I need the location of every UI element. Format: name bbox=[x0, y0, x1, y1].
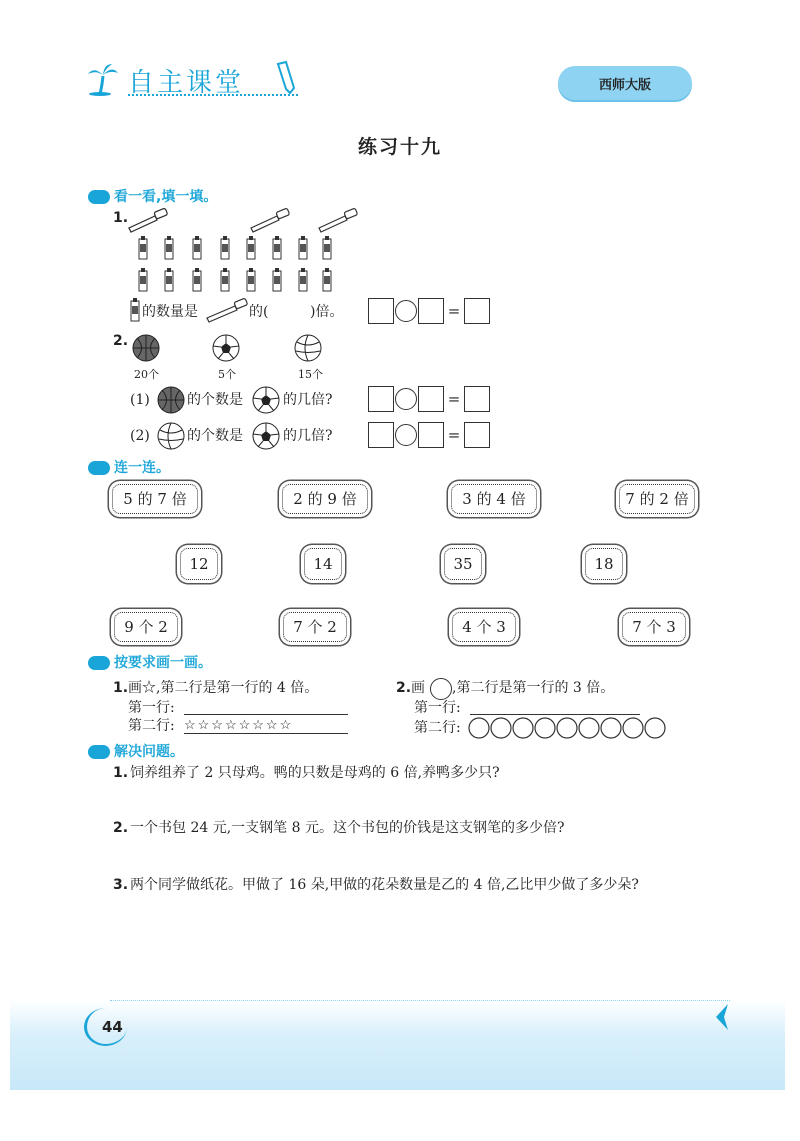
section-1-badge bbox=[88, 190, 110, 204]
basketball-icon bbox=[156, 385, 186, 415]
header bbox=[80, 58, 720, 102]
volleyball-icon bbox=[295, 335, 321, 361]
match-card-number[interactable]: 18 bbox=[585, 548, 623, 580]
section-3-badge bbox=[88, 656, 110, 670]
q2-sub2-text-b: 的几倍? bbox=[283, 428, 333, 444]
section-4-badge bbox=[88, 745, 110, 759]
s3-q1-row2-line bbox=[184, 733, 348, 734]
match-card-number[interactable]: 12 bbox=[180, 548, 218, 580]
toothbrush-icon bbox=[205, 298, 249, 324]
circle-icon bbox=[513, 718, 533, 738]
circle-icon bbox=[535, 718, 555, 738]
q2-sub1-label: (1) bbox=[130, 392, 150, 408]
s3-q2-number: 2. bbox=[396, 680, 412, 696]
s3-q2-row1-label: 第一行: bbox=[414, 700, 461, 716]
footer-dotted-line bbox=[110, 1000, 730, 1001]
answer-box[interactable] bbox=[418, 386, 444, 412]
chevron-left-icon[interactable] bbox=[712, 1002, 732, 1032]
circle-icon bbox=[645, 718, 665, 738]
s4-q2-text: 一个书包 24 元,一支钢笔 8 元。这个书包的价钱是这支钢笔的多少倍? bbox=[130, 820, 565, 836]
circle-shape-icon bbox=[430, 678, 452, 700]
soccer-ball-icon bbox=[213, 335, 239, 361]
section-1-title: 看一看,填一填。 bbox=[114, 189, 218, 205]
operator-circle[interactable] bbox=[395, 424, 417, 446]
toothpaste-icon bbox=[130, 298, 140, 322]
soccer-ball-icon bbox=[251, 385, 281, 415]
answer-box[interactable] bbox=[368, 298, 394, 324]
s3-q1-row1-line[interactable] bbox=[184, 714, 348, 715]
q2-sub2-text-a: 的个数是 bbox=[187, 428, 243, 444]
match-card-bottom[interactable]: 7 个 2 bbox=[283, 612, 347, 642]
q1-text-b: 的( bbox=[249, 304, 269, 320]
s3-q1-text: 画☆,第二行是第一行的 4 倍。 bbox=[128, 680, 319, 696]
circle-icon bbox=[623, 718, 643, 738]
header-dotted-line bbox=[128, 94, 298, 96]
s3-q1-row2-label: 第二行: bbox=[128, 718, 175, 734]
count-volleyball: 15个 bbox=[298, 368, 323, 381]
answer-box[interactable] bbox=[464, 422, 490, 448]
s4-q2-number: 2. bbox=[113, 820, 129, 836]
section-4-title: 解决问题。 bbox=[114, 744, 184, 760]
toothpaste-grid bbox=[135, 236, 335, 296]
footer-band bbox=[10, 1000, 785, 1090]
answer-box[interactable] bbox=[368, 422, 394, 448]
palm-tree-icon bbox=[86, 62, 120, 96]
match-card-number[interactable]: 35 bbox=[444, 548, 482, 580]
s4-q3-text: 两个同学做纸花。甲做了 16 朵,甲做的花朵数量是乙的 4 倍,乙比甲少做了多少朵? bbox=[130, 877, 639, 893]
s3-q2-row2-label: 第二行: bbox=[414, 720, 461, 736]
match-card-top[interactable]: 2 的 9 倍 bbox=[282, 484, 368, 514]
answer-box[interactable] bbox=[464, 386, 490, 412]
match-card-top[interactable]: 7 的 2 倍 bbox=[619, 484, 695, 514]
match-card-number[interactable]: 14 bbox=[304, 548, 342, 580]
operator-circle[interactable] bbox=[395, 300, 417, 322]
page-title: 练习十九 bbox=[357, 136, 442, 158]
basketball-icon bbox=[133, 335, 159, 361]
match-card-bottom[interactable]: 7 个 3 bbox=[622, 612, 686, 642]
balls-row bbox=[128, 333, 338, 363]
s4-q3-number: 3. bbox=[113, 877, 129, 893]
toothbrush-icon bbox=[129, 208, 168, 232]
q2-number: 2. bbox=[113, 333, 129, 349]
s4-q1-text: 饲养组养了 2 只母鸡。鸭的只数是母鸡的 6 倍,养鸭多少只? bbox=[130, 765, 500, 781]
circle-icon bbox=[579, 718, 599, 738]
volleyball-icon bbox=[156, 421, 186, 451]
circle-icon bbox=[557, 718, 577, 738]
match-card-bottom[interactable]: 9 个 2 bbox=[114, 612, 178, 642]
edition-label: 西师大版 bbox=[598, 78, 651, 93]
s3-q2-text-b: ,第二行是第一行的 3 倍。 bbox=[452, 680, 615, 696]
q2-sub1-text-b: 的几倍? bbox=[283, 392, 333, 408]
s3-q1-number: 1. bbox=[113, 680, 129, 696]
s3-q2-text-a: 画 bbox=[411, 680, 425, 696]
section-2-badge bbox=[88, 461, 110, 475]
circle-icon bbox=[491, 718, 511, 738]
q2-sub1-text-a: 的个数是 bbox=[187, 392, 243, 408]
q2-sub2-label: (2) bbox=[130, 428, 150, 444]
section-3-title: 按要求画一画。 bbox=[114, 655, 212, 671]
section-2-title: 连一连。 bbox=[114, 460, 170, 476]
edition-cloud bbox=[558, 66, 692, 100]
count-soccer: 5个 bbox=[218, 368, 236, 381]
answer-box[interactable] bbox=[464, 298, 490, 324]
q1-text-a: 的数量是 bbox=[142, 304, 198, 320]
answer-box[interactable] bbox=[418, 422, 444, 448]
s3-q1-row1-label: 第一行: bbox=[128, 700, 175, 716]
header-title: 自主课堂 bbox=[128, 68, 245, 98]
toothbrush-group bbox=[125, 206, 365, 236]
match-card-top[interactable]: 5 的 7 倍 bbox=[112, 484, 198, 514]
match-card-top[interactable]: 3 的 4 倍 bbox=[451, 484, 537, 514]
q2-sub2-equation: = bbox=[368, 422, 490, 448]
circle-icon bbox=[601, 718, 621, 738]
soccer-ball-icon bbox=[251, 421, 281, 451]
page-number: 44 bbox=[102, 1018, 123, 1036]
match-card-bottom[interactable]: 4 个 3 bbox=[452, 612, 516, 642]
count-basketball: 20个 bbox=[134, 368, 159, 381]
operator-circle[interactable] bbox=[395, 388, 417, 410]
answer-box[interactable] bbox=[368, 386, 394, 412]
answer-box[interactable] bbox=[418, 298, 444, 324]
circle-icon bbox=[469, 718, 489, 738]
toothbrush-icon bbox=[251, 208, 290, 232]
toothbrush-icon bbox=[319, 208, 358, 232]
s3-q2-row1-line[interactable] bbox=[470, 714, 640, 715]
pencil-icon bbox=[272, 60, 298, 94]
s3-q1-stars: ☆☆☆☆☆☆☆☆ bbox=[184, 718, 294, 733]
q1-number: 1. bbox=[113, 210, 129, 226]
q1-equation: = bbox=[368, 298, 490, 324]
q2-sub1-equation: = bbox=[368, 386, 490, 412]
s4-q1-number: 1. bbox=[113, 765, 129, 781]
q1-text-c: )倍。 bbox=[310, 304, 344, 320]
circles-row bbox=[468, 716, 668, 740]
